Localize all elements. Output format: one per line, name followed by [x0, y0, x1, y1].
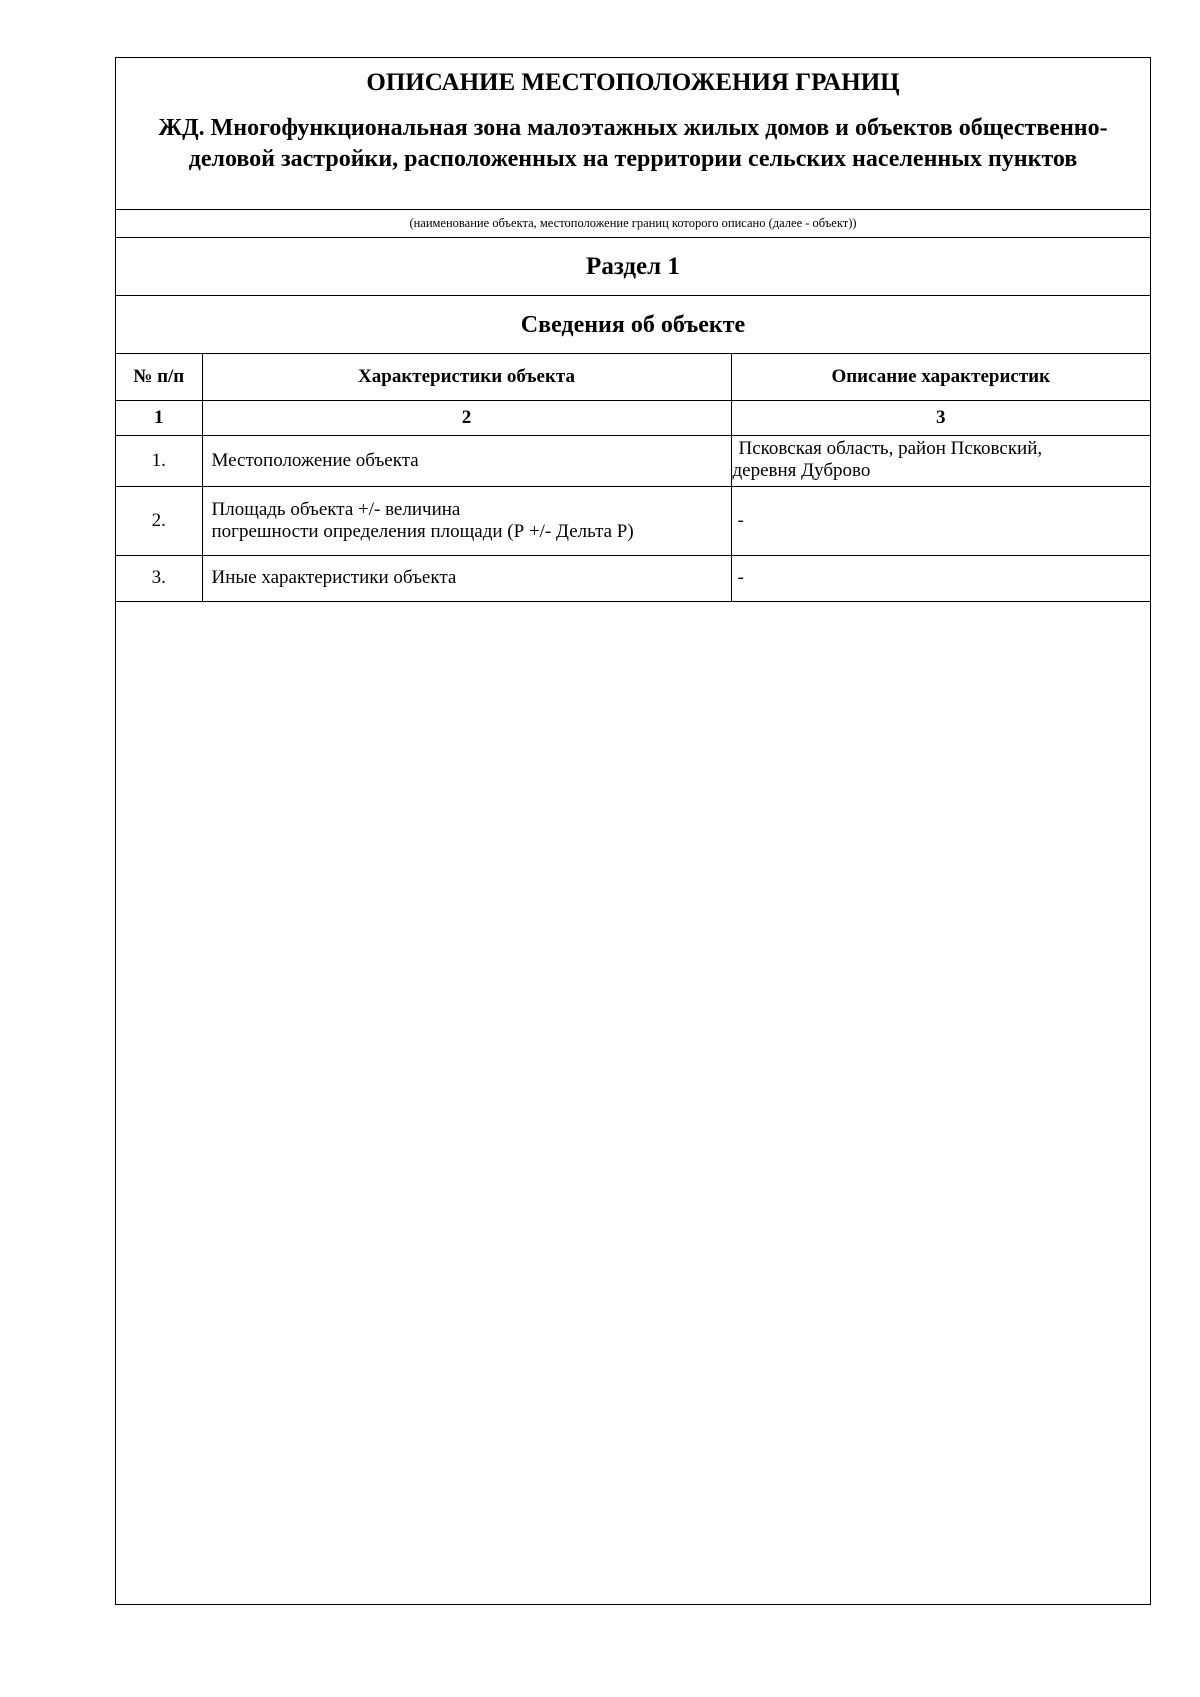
- description-line: Псковская область, район Псковский,: [738, 437, 1043, 459]
- column-number-2: 2: [202, 400, 731, 435]
- column-header-characteristic: Характеристики объекта: [202, 354, 731, 400]
- column-number-1: 1: [116, 400, 202, 435]
- section-label: Раздел 1: [116, 238, 1150, 296]
- column-header-number: № п/п: [116, 354, 202, 400]
- table-row: [116, 486, 1150, 555]
- title-block: [116, 58, 1150, 210]
- document-frame: [115, 57, 1151, 1605]
- row-number: 1.: [116, 435, 202, 486]
- row-description: -: [731, 486, 1150, 555]
- row-description: -: [731, 555, 1150, 601]
- row-description: [731, 435, 1150, 486]
- table-row: [116, 555, 1150, 601]
- column-number-row: [116, 400, 1150, 435]
- characteristic-line: Площадь объекта +/- величина: [211, 498, 461, 520]
- description-line: деревня Дуброво: [732, 459, 871, 481]
- row-characteristic: [202, 486, 731, 555]
- table-header-row: [116, 354, 1150, 400]
- characteristic-line: погрешности определения площади (Р +/- Дельта Р): [211, 520, 634, 542]
- row-number: 3.: [116, 555, 202, 601]
- column-header-description: Описание характеристик: [731, 354, 1150, 400]
- object-name-note: (наименование объекта, местоположение границ которого описано (далее - объект)): [116, 210, 1150, 238]
- object-info-table: [116, 354, 1150, 602]
- row-characteristic: Местоположение объекта: [202, 435, 731, 486]
- section-title: Сведения об объекте: [116, 296, 1150, 354]
- column-number-3: 3: [731, 400, 1150, 435]
- row-characteristic: Иные характеристики объекта: [202, 555, 731, 601]
- table-row: [116, 435, 1150, 486]
- object-name: ЖД. Многофункциональная зона малоэтажных жилых домов и объектов общественно-деловой застройки, расположенных на территории сельских населенных пунктов: [158, 115, 1108, 172]
- document-title: ОПИСАНИЕ МЕСТОПОЛОЖЕНИЯ ГРАНИЦ: [366, 69, 900, 96]
- row-number: 2.: [116, 486, 202, 555]
